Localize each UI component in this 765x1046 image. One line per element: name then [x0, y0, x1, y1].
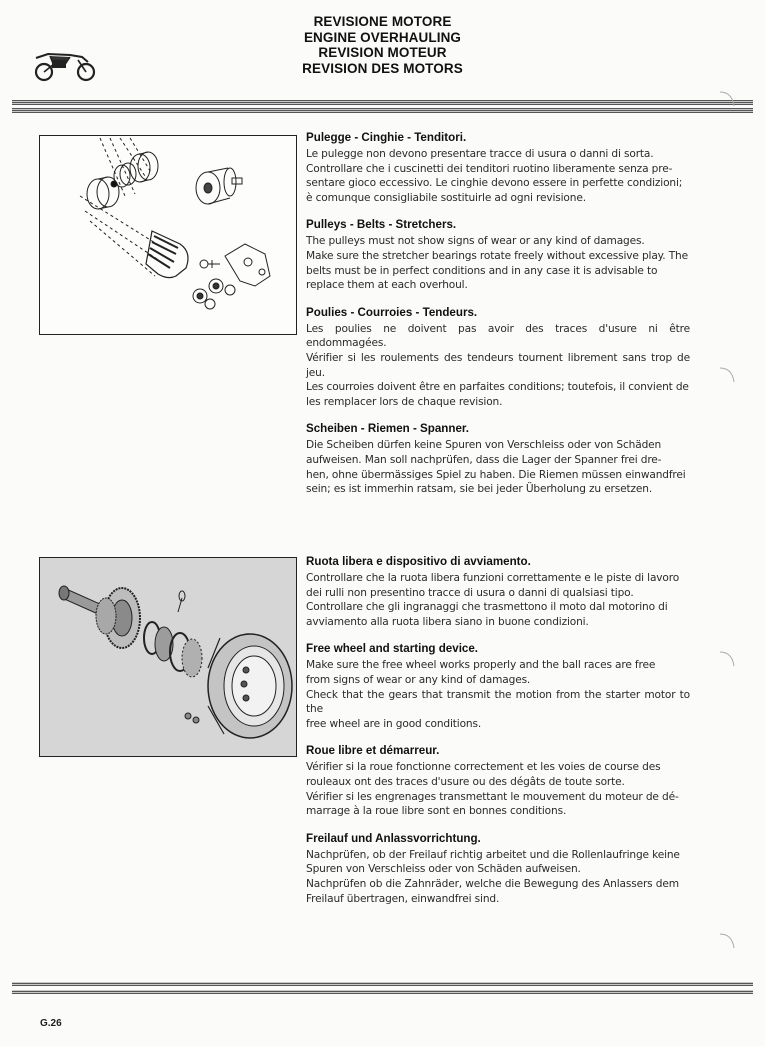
- section-it: [306, 131, 690, 205]
- text-line: Make sure the stretcher bearings rotate freely without excessive play. The: [306, 249, 688, 262]
- section-body: [306, 322, 690, 410]
- text-line: Freilauf übertragen, einwandfrei sind.: [306, 892, 500, 905]
- section-en: [306, 642, 690, 731]
- text-line: replace them at each overhoul.: [306, 279, 468, 292]
- text-column-top: [306, 131, 690, 510]
- text-line: Nachprüfen ob die Zahnräder, welche die Bewegung des Anlassers dem: [306, 877, 679, 890]
- text-line: Les poulies ne doivent pas avoir des traces d'usure ni être endommagées.: [306, 322, 690, 350]
- text-line: Vérifier si les engrenages transmettant le mouvement du moteur de dé-: [306, 790, 679, 803]
- text-line: sein; es ist immerhin ratsam, sie bei jeder Überholung zu ersetzen.: [306, 483, 653, 496]
- text-line: aufweisen. Man soll nachprüfen, dass die Lager der Spanner frei dre-: [306, 453, 662, 466]
- section-heading: Freilauf und Anlassvorrichtung.: [306, 831, 481, 845]
- section-body: [306, 571, 690, 629]
- margin-mark: [718, 930, 738, 950]
- section-en: [306, 218, 690, 292]
- text-line: Controllare che la ruota libera funzioni correttamente e le piste di lavoro: [306, 572, 680, 584]
- text-line: les remplacer lors de chaque revision.: [306, 395, 503, 408]
- section-heading: Scheiben - Riemen - Spanner.: [306, 422, 469, 436]
- text-line: Vérifier si les roulements des tendeurs tournent librement sans trop de jeu.: [306, 351, 690, 379]
- title-line-de: REVISION DES MOTORS: [302, 60, 463, 76]
- section-fr: [306, 744, 690, 818]
- section-heading: Ruota libera e dispositivo di avviamento.: [306, 555, 531, 568]
- section-fr: [306, 306, 690, 410]
- text-line: Spuren von Verschleiss oder von Schäden aufweisen.: [306, 863, 581, 876]
- text-line: Controllare che i cuscinetti dei tenditori ruotino liberamente senza pre-: [306, 162, 673, 175]
- text-line: free wheel are in good conditions.: [306, 717, 482, 730]
- text-line: dei rulli non presentino tracce di usura o danni di qualsiasi tipo.: [306, 586, 634, 599]
- section-body: [306, 438, 690, 496]
- text-line: Make sure the free wheel works properly and the ball races are free: [306, 659, 656, 672]
- section-heading: Pulleys - Belts - Stretchers.: [306, 218, 457, 232]
- section-heading: Pulegge - Cinghie - Tenditori.: [306, 131, 467, 144]
- text-line: è comunque consigliabile sostituirle ad ogni revisione.: [306, 191, 586, 204]
- text-line: Les courroies doivent être en parfaites conditions; toutefois, il convient de: [306, 381, 689, 394]
- header-rule: [12, 100, 753, 114]
- section-body: [306, 760, 690, 818]
- text-line: marrage à la roue libre sont en bonnes conditions.: [306, 805, 567, 818]
- text-line: Nachprüfen, ob der Freilauf richtig arbeitet und die Rollenlaufringe keine: [306, 848, 680, 861]
- section-heading: Free wheel and starting device.: [306, 642, 479, 656]
- section-it: [306, 555, 690, 629]
- free-wheel-starter-photo: [39, 557, 297, 757]
- text-line: Vérifier si la roue fonctionne correctement et les voies de course des: [306, 761, 661, 774]
- section-de: [306, 832, 690, 906]
- section-heading: Roue libre et démarreur.: [306, 744, 440, 758]
- text-line: Le pulegge non devono presentare tracce di usura o danni di sorta.: [306, 148, 654, 160]
- section-heading: Poulies - Courroies - Tendeurs.: [306, 305, 478, 319]
- text-column-bottom: [306, 555, 690, 919]
- text-line: rouleaux ont des traces d'usure ou des dégâts de toute sorte.: [306, 775, 625, 788]
- text-line: The pulleys must not show signs of wear or any kind of damages.: [306, 235, 645, 248]
- title-line-en: ENGINE OVERHAULING: [303, 29, 462, 45]
- section-body: [306, 234, 690, 292]
- text-line: sentare gioco eccessivo. Le cinghie devono essere in perfette condizioni;: [306, 177, 683, 190]
- margin-mark: [718, 364, 738, 384]
- text-line: belts must be in perfect conditions and in any case it is advisable to: [306, 264, 658, 277]
- text-line: Die Scheiben dürfen keine Spuren von Verschleiss oder von Schäden: [306, 439, 662, 452]
- title-line-fr: REVISION MOTEUR: [318, 45, 447, 60]
- section-body: [306, 658, 690, 731]
- margin-mark: [718, 648, 738, 668]
- text-line: avviamento alla ruota libera siano in buone condizioni.: [306, 615, 589, 628]
- title-line-it: REVISIONE MOTORE: [313, 14, 452, 29]
- margin-mark: [718, 88, 738, 108]
- section-body: [306, 147, 690, 205]
- text-line: from signs of wear or any kind of damages.: [306, 673, 531, 686]
- text-line: hen, ohne übermässiges Spiel zu haben. Die Riemen müssen einwandfrei: [306, 468, 686, 481]
- section-de: [306, 422, 690, 496]
- section-body: [306, 848, 690, 906]
- page-title: [0, 14, 765, 76]
- footer-rule: [12, 982, 753, 996]
- page-number: G.26: [40, 1018, 62, 1029]
- pulley-belt-stretcher-illustration: [39, 135, 297, 335]
- text-line: Controllare che gli ingranaggi che trasmettono il moto dal motorino di: [306, 601, 668, 614]
- text-line: Check that the gears that transmit the motion from the starter motor to the: [306, 688, 690, 716]
